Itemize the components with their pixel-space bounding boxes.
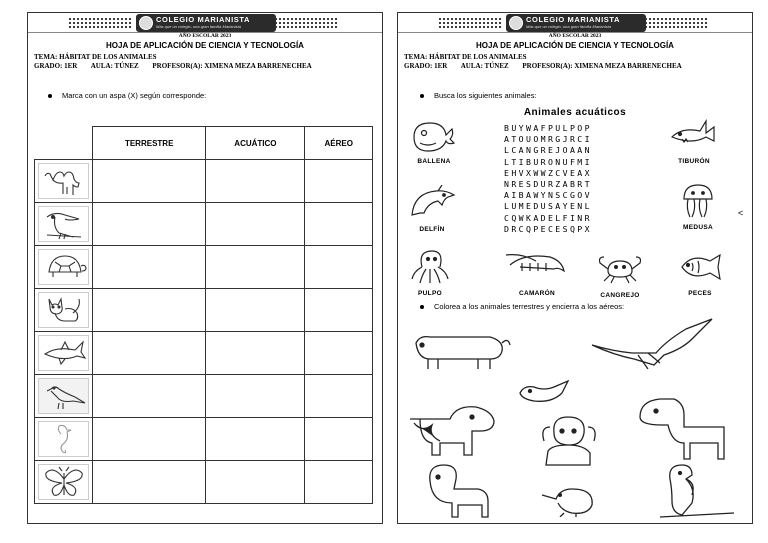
instruction-text: Colorea a los animales terrestres y encierra a los aéreos: (434, 302, 625, 311)
grid-row: LTIBURONUFMI (504, 156, 592, 167)
shark-icon (670, 117, 718, 153)
grid-row: DRCQPECESQPX (504, 223, 592, 234)
bullet-icon (420, 305, 424, 309)
grid-row: AIBAWYNSCGOV (504, 190, 592, 201)
column-header-aereo: AÉREO (305, 127, 373, 160)
classroom: AULA: TÚNEZ (90, 62, 139, 70)
cell-acuatico-seahorse[interactable] (206, 418, 305, 461)
table-row (35, 332, 373, 375)
header-dots-right (274, 17, 338, 29)
bullet-icon (420, 94, 424, 98)
cat-icon (38, 292, 89, 328)
cell-aereo-turtle[interactable] (305, 246, 373, 289)
info-line (404, 62, 694, 70)
school-logo-banner (136, 14, 276, 32)
worksheet-page-1 (27, 12, 383, 524)
cell-acuatico-bird[interactable] (206, 375, 305, 418)
habitat-table (34, 126, 373, 504)
cell-aereo-cat[interactable] (305, 289, 373, 332)
horse-icon[interactable] (636, 391, 732, 467)
fish-icon (676, 249, 724, 285)
parrot-icon[interactable] (656, 461, 738, 521)
table-row (35, 203, 373, 246)
teacher: PROFESOR(A): XIMENA MEZA BARRENECHEA (522, 62, 682, 70)
cell-aereo-camel[interactable] (305, 160, 373, 203)
cow-icon[interactable] (406, 401, 498, 459)
grid-row: EHVXWWZCVEAX (504, 167, 592, 178)
grade: GRADO: 1ER (34, 62, 78, 70)
label-peces: PECES (688, 290, 712, 297)
table-row (35, 289, 373, 332)
page-header (28, 13, 382, 33)
grid-row: NRESDURZABRT (504, 179, 592, 190)
table-row (35, 461, 373, 504)
label-ballena: BALLENA (417, 158, 451, 165)
sheet-title: HOJA DE APLICACIÓN DE CIENCIA Y TECNOLOGÍA (106, 41, 304, 50)
header-dots-left (68, 17, 132, 29)
grid-row: LCANGREJOAAN (504, 145, 592, 156)
school-crest-icon (509, 16, 523, 30)
crab-icon (596, 251, 644, 287)
classroom: AULA: TÚNEZ (460, 62, 509, 70)
header-dots-left (438, 17, 502, 29)
bullet-icon (48, 94, 52, 98)
instruction-search (420, 91, 537, 100)
instruction-mark-x (48, 91, 206, 100)
animal-card-tiburon (668, 117, 720, 165)
cell-terrestre-toucan[interactable] (93, 203, 206, 246)
column-header-terrestre: TERRESTRE (93, 127, 206, 160)
cell-terrestre-bird[interactable] (93, 375, 206, 418)
animal-card-medusa (672, 183, 724, 231)
school-name: COLEGIO MARIANISTA (526, 15, 620, 24)
cell-terrestre-seahorse[interactable] (93, 418, 206, 461)
table-row (35, 160, 373, 203)
table-row (35, 246, 373, 289)
toucan-icon (38, 206, 89, 242)
cell-terrestre-butterfly[interactable] (93, 461, 206, 504)
animal-card-peces (674, 249, 726, 297)
small-bird-icon[interactable] (516, 379, 572, 409)
cell-acuatico-cat[interactable] (206, 289, 305, 332)
shrimp-icon (504, 249, 570, 285)
worksheet-page-2 (397, 12, 753, 524)
octopus-icon (406, 249, 454, 285)
instruction-text: Busca los siguientes animales: (434, 91, 537, 100)
school-motto: Más que un colegio, una gran familia Marianista (156, 24, 241, 29)
page-header (398, 13, 752, 33)
animal-card-pulpo (404, 249, 456, 297)
camel-icon (38, 163, 89, 199)
cell-acuatico-turtle[interactable] (206, 246, 305, 289)
cell-acuatico-shark[interactable] (206, 332, 305, 375)
teacher: PROFESOR(A): XIMENA MEZA BARRENECHEA (152, 62, 312, 70)
cell-aereo-toucan[interactable] (305, 203, 373, 246)
label-medusa: MEDUSA (683, 224, 713, 231)
instruction-text: Marca con un aspa (X) según corresponde: (62, 91, 207, 100)
kiwi-bird-icon[interactable] (540, 483, 606, 517)
dolphin-icon (408, 185, 456, 221)
pig-icon[interactable] (408, 329, 512, 371)
topic-line: TEMA: HÁBITAT DE LOS ANIMALES (34, 53, 157, 61)
puppy-icon[interactable] (534, 413, 604, 471)
seahorse-icon (38, 421, 89, 457)
instruction-color (420, 302, 624, 311)
school-motto: Más que un colegio, una gran familia Marianista (526, 24, 611, 29)
table-row (35, 418, 373, 461)
school-logo-banner (506, 14, 646, 32)
label-cangrejo: CANGREJO (600, 292, 640, 299)
info-line (34, 62, 324, 70)
butterfly-icon (38, 464, 89, 500)
cell-acuatico-toucan[interactable] (206, 203, 305, 246)
cell-aereo-shark[interactable] (305, 332, 373, 375)
stray-mark: < (738, 208, 744, 218)
school-year: AÑO ESCOLAR 2023 (178, 33, 232, 39)
empty-header-cell (35, 127, 93, 160)
word-search-grid (504, 123, 592, 235)
school-name: COLEGIO MARIANISTA (156, 15, 250, 24)
flying-bird-icon[interactable] (588, 317, 720, 373)
bird-icon (38, 378, 89, 414)
label-tiburon: TIBURÓN (678, 158, 710, 165)
shark-icon (38, 335, 89, 371)
grid-row: LUMEDUSAYENL (504, 201, 592, 212)
topic-line: TEMA: HÁBITAT DE LOS ANIMALES (404, 53, 527, 61)
animal-card-camaron (502, 249, 572, 297)
grid-row: ATOUOMRGJRCI (504, 134, 592, 145)
whale-icon (410, 117, 458, 153)
table-header-row (35, 127, 373, 160)
grid-row: CQWKADELFINR (504, 212, 592, 223)
cell-terrestre-turtle[interactable] (93, 246, 206, 289)
pony-icon[interactable] (416, 461, 490, 519)
animal-card-delfin (406, 185, 458, 233)
label-camaron: CAMARÓN (518, 290, 556, 297)
cell-acuatico-camel[interactable] (206, 160, 305, 203)
cell-terrestre-shark[interactable] (93, 332, 206, 375)
word-search-title: Animales acuáticos (523, 107, 627, 118)
cell-terrestre-camel[interactable] (93, 160, 206, 203)
label-pulpo: PULPO (418, 290, 442, 297)
school-year: AÑO ESCOLAR 2023 (548, 33, 602, 39)
table-row (35, 375, 373, 418)
cell-terrestre-cat[interactable] (93, 289, 206, 332)
grid-row: BUYWAFPULPOP (504, 123, 592, 133)
cell-aereo-butterfly[interactable] (305, 461, 373, 504)
animal-card-cangrejo (590, 251, 650, 299)
school-crest-icon (139, 16, 153, 30)
header-dots-right (644, 17, 708, 29)
cell-aereo-seahorse[interactable] (305, 418, 373, 461)
label-delfin: DELFÍN (419, 226, 445, 233)
column-header-acuatico: ACUÁTICO (206, 127, 305, 160)
grade: GRADO: 1ER (404, 62, 448, 70)
jellyfish-icon (674, 183, 722, 219)
cell-aereo-bird[interactable] (305, 375, 373, 418)
cell-acuatico-butterfly[interactable] (206, 461, 305, 504)
sheet-title: HOJA DE APLICACIÓN DE CIENCIA Y TECNOLOGÍA (476, 41, 674, 50)
animal-card-ballena (408, 117, 460, 165)
turtle-icon (38, 249, 89, 285)
